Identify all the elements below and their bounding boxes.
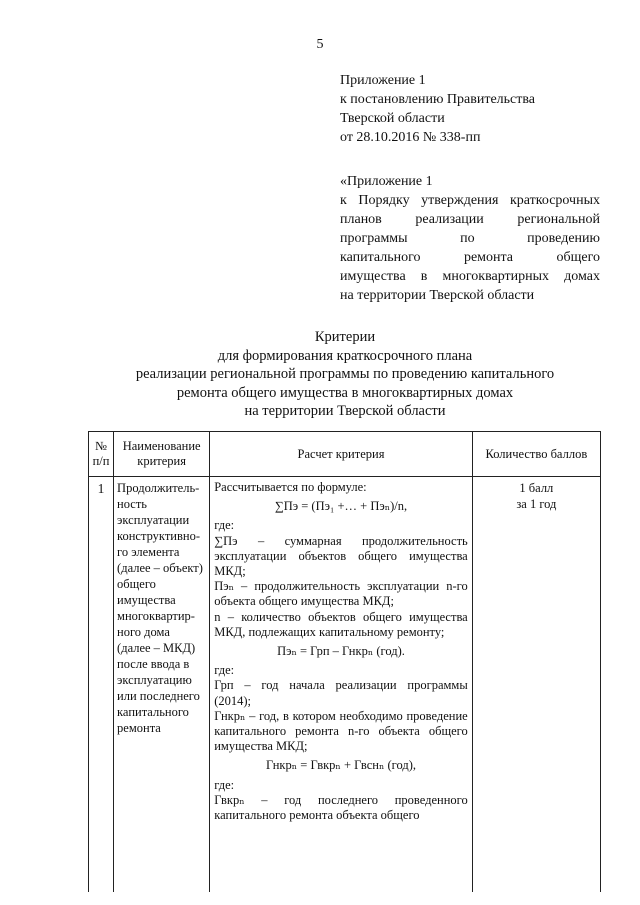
header-num	[89, 432, 114, 477]
points-cell	[472, 477, 600, 893]
table-row	[89, 477, 601, 893]
row-num: 1	[89, 477, 114, 893]
criterion-line: (далее – объект)	[117, 561, 203, 575]
header-name-line: Наименование	[122, 439, 201, 453]
criterion-line: имущества	[117, 593, 176, 607]
criterion-calculation	[210, 477, 473, 893]
calc-where: где:	[214, 518, 235, 533]
formula-repair-year: Гнкрₙ = Гвкрₙ + Гвснₙ (год),	[265, 758, 416, 773]
criterion-line: го элемента	[117, 545, 180, 559]
criteria-table	[88, 431, 601, 892]
criterion-line: или последнего	[117, 689, 200, 703]
calc-definition: Гвкрₙ – год последнего проведенного капитального ремонта объекта общего	[214, 792, 468, 823]
criterion-line: (далее – МКД)	[117, 641, 196, 655]
header-calc: Расчет критерия	[210, 432, 473, 477]
criterion-line: многоквартир-	[117, 609, 195, 623]
table-header-row	[89, 432, 601, 477]
calc-where: где:	[214, 663, 235, 678]
header-name	[114, 432, 210, 477]
formula-duration: Пэₙ = Грп – Гнкрₙ (год).	[277, 644, 405, 659]
title-line: на территории Тверской области	[244, 403, 446, 419]
criterion-line: ность	[117, 497, 148, 511]
calc-definition: Грп – год начала реализации программы (2014);	[214, 678, 468, 708]
criterion-line: эксплуатацию	[117, 673, 192, 687]
appendix-header	[340, 71, 535, 147]
appendix-quote-line: «Приложение 1	[340, 174, 433, 189]
appendix-quote-line: имущества в многоквартирных домах	[340, 269, 600, 284]
criterion-line: после ввода в	[117, 657, 190, 671]
appendix-header-line: от 28.10.2016 № 338-пп	[340, 130, 481, 145]
points-unit: за 1 год	[516, 497, 557, 511]
criterion-line: капитального	[117, 705, 189, 719]
title-line: реализации региональной программы по проведению капитального	[135, 366, 555, 382]
document-title	[95, 328, 595, 421]
formula-sum: ∑Пэ = (Пэ₁ +… + Пэₙ)/n,	[274, 499, 408, 514]
criterion-line: конструктивно-	[117, 529, 200, 543]
header-name-line: критерия	[137, 454, 186, 468]
calc-intro: Рассчитывается по формуле:	[214, 480, 367, 494]
criterion-line: ремонта	[117, 721, 161, 735]
appendix-quote-line: на территории Тверской области	[340, 288, 535, 303]
appendix-quote	[340, 172, 600, 305]
calc-definition: n – количество объектов общего имущества МКД, подлежащих капитальному ремонту;	[214, 609, 468, 639]
criterion-name	[114, 477, 210, 893]
calc-where: где:	[214, 777, 235, 792]
calc-definition: Пэₙ – продолжительность эксплуатации n-го объекта общего имущества МКД;	[214, 579, 468, 609]
header-num-line: №	[95, 439, 107, 453]
appendix-quote-line: капитального ремонта общего	[340, 250, 600, 265]
criterion-line: Продолжитель-	[117, 481, 200, 495]
points-value: 1 балл	[519, 481, 554, 495]
calc-definition: ∑Пэ – суммарная продолжительность эксплуатации объектов общего имущества МКД;	[214, 533, 468, 579]
appendix-quote-line: планов реализации региональной	[340, 212, 600, 227]
title-line: ремонта общего имущества в многоквартирных домах	[176, 384, 514, 401]
appendix-header-line: Приложение 1	[340, 73, 426, 88]
appendix-header-line: к постановлению Правительства	[340, 92, 536, 107]
page-number: 5	[316, 37, 324, 52]
header-num-line: п/п	[92, 454, 110, 468]
header-points: Количество баллов	[472, 432, 600, 477]
criterion-line: общего	[117, 577, 156, 591]
appendix-quote-line: программы по проведению	[340, 231, 600, 246]
appendix-header-line: Тверской области	[340, 111, 445, 126]
appendix-quote-line: к Порядку утверждения краткосрочных	[340, 193, 600, 208]
title-line: Критерии	[314, 329, 376, 345]
calc-definition: Гнкрₙ – год, в котором необходимо проведение капитального ремонта n-го объекта общего имущества МКД;	[214, 708, 468, 754]
criterion-line: ного дома	[117, 625, 170, 639]
criterion-line: эксплуатации	[117, 513, 190, 527]
title-line: для формирования краткосрочного плана	[217, 347, 473, 364]
